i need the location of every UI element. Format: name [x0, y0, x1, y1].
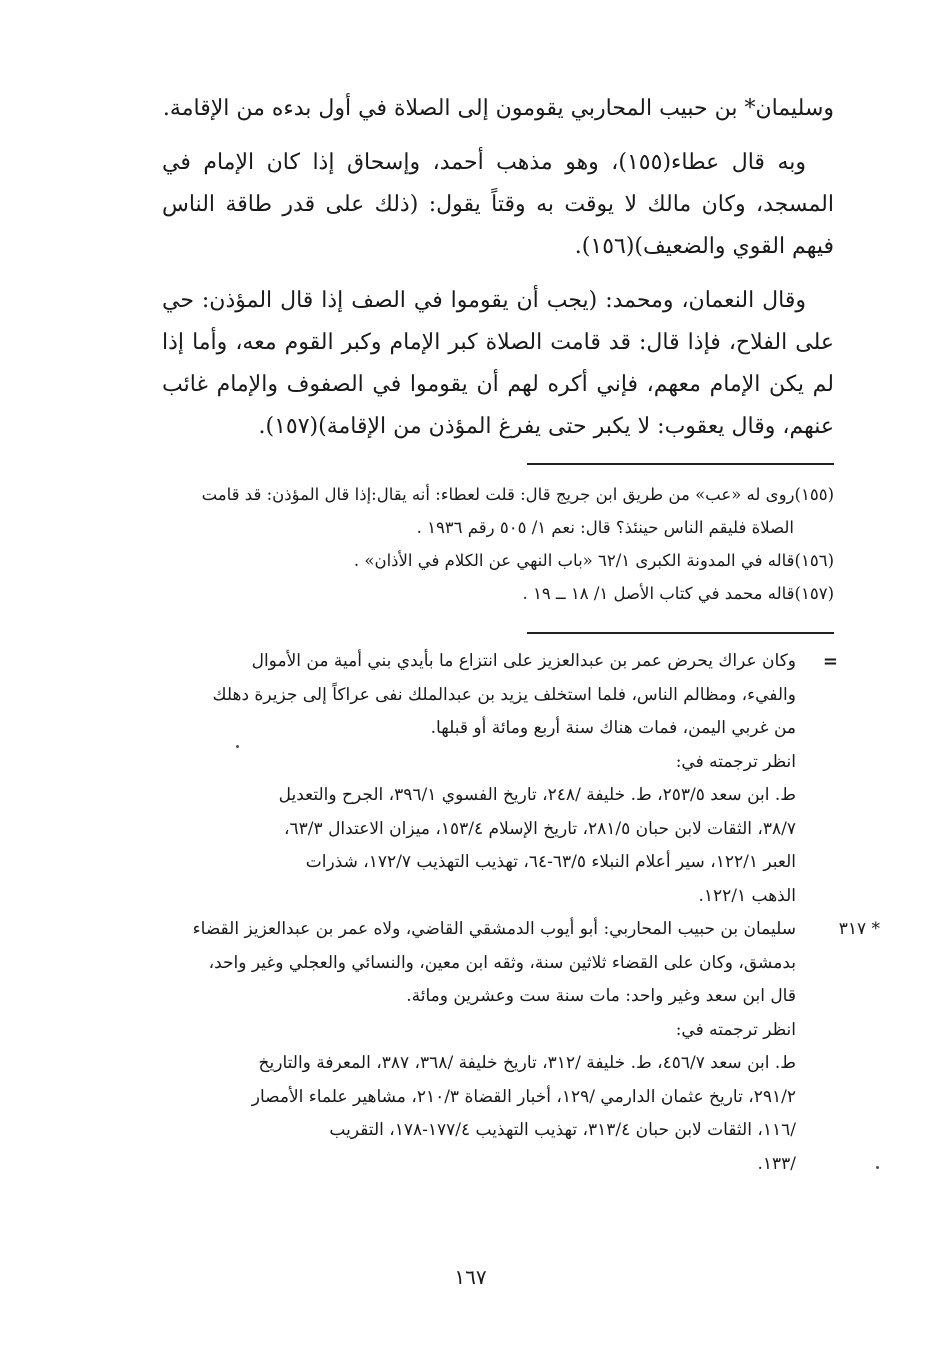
footnote-separator — [527, 463, 834, 465]
note-line: قال ابن سعد وغير واحد: مات سنة ست وعشرين ومائة. — [406, 986, 796, 1006]
main-paragraph-2: وبه قال عطاء(١٥٥)، وهو مذهب أحمد، وإسحاق إذا كان الإمام في المسجد، وكان مالك لا يوقت به وقتاً يقول: (ذلك على قدر طاقة الناس فيهم القوي والضعيف)(١٥٦). — [162, 150, 834, 259]
note-line: والفيء، ومظالم الناس، فلما استخلف يزيد بن عبدالملك نفى عراكاً إلى جزيرة دهلك — [212, 684, 796, 705]
scan-speck — [236, 745, 239, 748]
scan-speck — [876, 1166, 879, 1169]
note-317 — [162, 913, 880, 1181]
note-line: انظر ترجمته في: — [675, 1019, 796, 1040]
note-continued — [162, 645, 838, 913]
note-line: /١١٦، الثقات لابن حبان ٣١٣/٤، تهذيب التهذيب ١٧٧/٤-١٧٨، التقريب — [329, 1120, 796, 1140]
note-star: * — [871, 919, 880, 939]
note-line: ٣٨/٧، الثقات لابن حبان ٢٨١/٥، تاريخ الإسلام ١٥٣/٤، ميزان الاعتدال ٦٣/٣، — [284, 818, 796, 839]
note-number-317 — [839, 913, 880, 947]
note-line: بدمشق، وكان على القضاء ثلاثين سنة، وثقه ابن معين، والنسائي والعجلي وغير واحد، — [208, 952, 796, 973]
footnotes — [162, 478, 834, 610]
footnote-155-line-1: (١٥٥)روى له «عب» من طريق ابن جريج قال: قلت لعطاء: أنه يقال:إذا قال المؤذن: قد قامت — [201, 485, 834, 504]
note-line: انظر ترجمته في: — [675, 751, 796, 772]
note-line: ط. ابن سعد ٤٥٦/٧، ط. خليفة /٣١٢، تاريخ خليفة /٣٦٨، ٣٨٧، المعرفة والتاريخ — [258, 1053, 796, 1073]
note-line: من غربي اليمن، فمات هناك سنة أربع ومائة أو قبلها. — [430, 718, 796, 738]
page-number: ١٦٧ — [454, 1265, 487, 1289]
footnote-156: (١٥٦)قاله في المدونة الكبرى ٦٢/١ «باب النهي عن الكلام في الأذان» . — [353, 551, 834, 570]
notes-separator — [527, 632, 834, 634]
note-line: الذهب ١٢٢/١. — [698, 885, 796, 906]
biographical-notes — [162, 645, 880, 1181]
note-line: ط. ابن سعد ٢٥٣/٥، ط. خليفة /٢٤٨، تاريخ الفسوي ٣٩٦/١، الجرح والتعديل — [278, 785, 796, 805]
main-paragraph-1: وسليمان* بن حبيب المحاربي يقومون إلى الصلاة في أول بدءه من الإقامة. — [162, 96, 834, 121]
main-text — [162, 88, 834, 448]
footnote-157: (١٥٧)قاله محمد في كتاب الأصل ١/ ١٨ ــ ١٩ . — [522, 584, 834, 603]
note-line: وكان عراك يحرض عمر بن عبدالعزيز على انتزاع ما بأيدي بني أمية من الأموال — [251, 651, 796, 671]
footnote-155-line-2: الصلاة فليقم الناس حينئذ؟ قال: نعم ١/ ٥٠٥ رقم ١٩٣٦ . — [416, 518, 794, 537]
note-line: العبر ١٢٢/١، سير أعلام النبلاء ٦٣/٥-٦٤، تهذيب التهذيب ١٧٢/٧، شذرات — [305, 852, 796, 872]
main-paragraph-3: وقال النعمان، ومحمد: (يجب أن يقوموا في الصف إذا قال المؤذن: حي على الفلاح، فإذا قال: قد قامت الصلاة كبر الإمام وكبر القوم معه، وأما إذا لم يكن الإمام معهم، فإني أكره لهم أن يقوموا في الصفوف والإمام غائب عنهم، وقال يعقوب: لا يكبر حتى يفرغ المؤذن من الإقامة)(١٥٧). — [162, 288, 834, 439]
note-line: سليمان بن حبيب المحاربي: أبو أيوب الدمشقي القاضي، ولاه عمر بن عبدالعزيز القضاء — [192, 919, 796, 939]
note-line: ٢٩١/٢، تاريخ عثمان الدارمي /١٢٩، أخبار القضاة ٢١٠/٣، مشاهير علماء الأمصار — [251, 1086, 796, 1107]
continuation-marker: = — [822, 651, 838, 672]
note-line: /١٣٣. — [757, 1153, 796, 1174]
note-number: ٣١٧ — [838, 919, 867, 939]
